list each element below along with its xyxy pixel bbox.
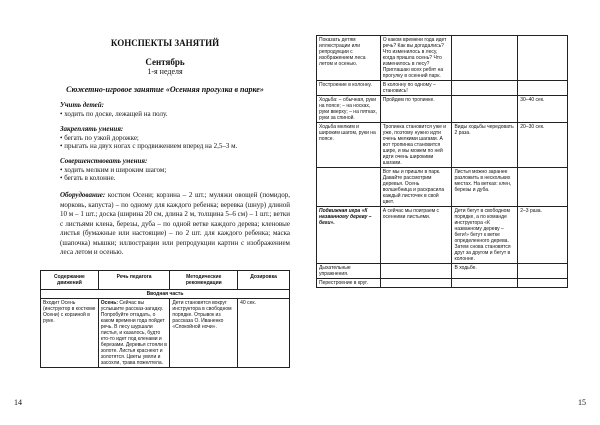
method-cell: Дети становятся вокруг инструктора в свободном порядке. Отрывок из рассказа О. Иваненко «Спокойной ночи».: [170, 299, 238, 368]
table-row: [41, 299, 290, 368]
dose-cell: [518, 168, 568, 207]
section-header: Вводная часть: [41, 290, 290, 299]
lesson-table: [40, 270, 290, 368]
speech-cell: [380, 279, 452, 288]
method-cell: [452, 96, 518, 123]
movement-cell: [317, 168, 381, 207]
speech-cell: Тропинка становится уже и уже, поэтому нужно идти очень мелкими шагами. А вот тропинка становится шире, и мы можем по ней идти очень широкими шагами.: [380, 123, 452, 168]
dose-cell: [518, 81, 568, 96]
movement-cell: Ходьба мелким и широким шагом, руки на поясе.: [317, 123, 381, 168]
method-cell: Дети бегут в свободном порядке, а по команде инструктора «К названному дереву – беги!» бегут к ветке определенного дерева. Затем снова становятся друг за другом и бегут в колонне.: [452, 207, 518, 264]
table-row: [317, 123, 568, 168]
dose-cell: [518, 264, 568, 279]
method-cell: Виды ходьбы чередовать 2 раза.: [452, 123, 518, 168]
table-row: [317, 81, 568, 96]
lesson-table-continued: [316, 35, 568, 288]
column-header: Содержание движений: [41, 271, 99, 290]
page-number: 14: [14, 398, 22, 407]
month-heading: Сентябрь: [145, 57, 185, 67]
dose-cell: 30–40 сек.: [518, 96, 568, 123]
column-header: Дозировка: [238, 271, 290, 290]
method-cell: В ходьбе.: [452, 264, 518, 279]
table-row: [317, 207, 568, 264]
improve-heading: Совершенствовать умения:: [60, 157, 148, 165]
speech-speaker: Осень:: [100, 300, 118, 306]
table-row: [317, 36, 568, 81]
teach-item: • ходить по доске, лежащей на полу.: [60, 109, 168, 118]
dose-cell: 2–3 раза.: [518, 207, 568, 264]
speech-cell: В колонну по одному – становись!: [380, 81, 452, 96]
table-row: [317, 264, 568, 279]
reinforce-item: • бегать по узкой дорожке;: [60, 133, 139, 142]
improve-item: • бегать в колонне.: [60, 174, 116, 182]
speech-cell: [380, 264, 452, 279]
reinforce-item: • прыгать на двух ногах с продвижением вперед на 2,5–3 м.: [60, 142, 238, 150]
dose-cell: [518, 36, 568, 81]
movement-cell: Подвижная игра «К названному дереву – беги».: [317, 207, 381, 264]
page-number: 15: [578, 398, 586, 407]
movement-cell: Перестроение в круг.: [317, 279, 381, 288]
speech-cell: О каком времени года идет речь? Как вы догадались? Что изменилось в лесу, когда пришла осень? Что изменилось в лесу? Приглашаю всех ребят на прогулку в осенний парк.: [380, 36, 452, 81]
dose-cell: [518, 279, 568, 288]
movement-cell: Входит Осень (инструктор в костюме Осени) с корзиной в руке.: [41, 299, 99, 368]
speech-cell: [98, 299, 170, 368]
equipment-paragraph: [60, 191, 290, 258]
lesson-title: Сюжетно-игровое занятие «Осенняя прогулка в парке»: [66, 85, 264, 94]
method-cell: [452, 279, 518, 288]
method-cell: Листья можно заранее разложить в нескольких местах. На ветках: клен, березы и дуба.: [452, 168, 518, 207]
method-cell: [452, 81, 518, 96]
speech-cell: Вот мы и пришли в парк. Давайте рассмотрим деревья. Осень волшебница и раскрасила каждый листочек в свой цвет.: [380, 168, 452, 207]
equipment-label: Оборудование:: [60, 191, 106, 199]
speech-text: Сейчас вы услышите рассказ-загадку. Попробуйте отгадать, о каком времени года пойдет речь. В лесу шуршали листья, и казалось, будто кто-то идет под кленами и березами. Деревья стояли в золоте. Листья краснеют и золотятся. Цветы увяли и засохли, трава пожелтела.: [100, 300, 167, 366]
speech-cell: Пройдем по тропинке.: [380, 96, 452, 123]
table-row: [317, 96, 568, 123]
equipment-text: костюм Осени; корзина – 2 шт.; муляжи овощей (помидор, морковь, капуста) – по одному для каждого ребенка; веревка (шнур) длиной 10 м – 1 шт.; доска (ширина 20 см, длина 2 м, толщина 5–6 см) – 1 шт.; ветки с листьями клена, березы, дуба – по одной ветке каждого дерева; кленовые листья (бумажные или настоящие) – по 2 шт. для каждого ребенка; маска (шапочка) мышки; иллюстрации или репродукции картин с изображением леса летом и осенью.: [60, 191, 290, 256]
column-header: Речь педагога: [98, 271, 170, 290]
method-cell: [452, 36, 518, 81]
right-page: [300, 0, 600, 425]
improve-item: • ходить мелким и широким шагом;: [60, 165, 167, 174]
table-row: [317, 168, 568, 207]
table-row: [317, 279, 568, 288]
movement-cell: Построение в колонну.: [317, 81, 381, 96]
teach-section: [60, 101, 290, 118]
movement-cell: Дыхательные упражнения.: [317, 264, 381, 279]
page-title: КОНСПЕКТЫ ЗАНЯТИЙ: [110, 38, 220, 48]
reinforce-heading: Закреплять умения:: [60, 125, 124, 133]
dose-cell: 20–30 сек.: [518, 123, 568, 168]
improve-section: [60, 157, 290, 183]
movement-cell: Ходьба: – обычная, руки на поясе; – на носках, руки вверху; – на пятках, руки за спиной.: [317, 96, 381, 123]
dose-cell: 40 сек.: [238, 299, 290, 368]
reinforce-section: [60, 125, 290, 151]
speech-cell: А сейчас мы поиграем с осенними листьями.: [380, 207, 452, 264]
movement-cell: Показать детям иллюстрации или репродукции с изображением леса летом и осенью.: [317, 36, 381, 81]
teach-heading: Учить детей:: [60, 101, 105, 109]
column-header: Методические рекомендации: [170, 271, 238, 290]
week-heading: 1-я неделя: [147, 67, 183, 76]
